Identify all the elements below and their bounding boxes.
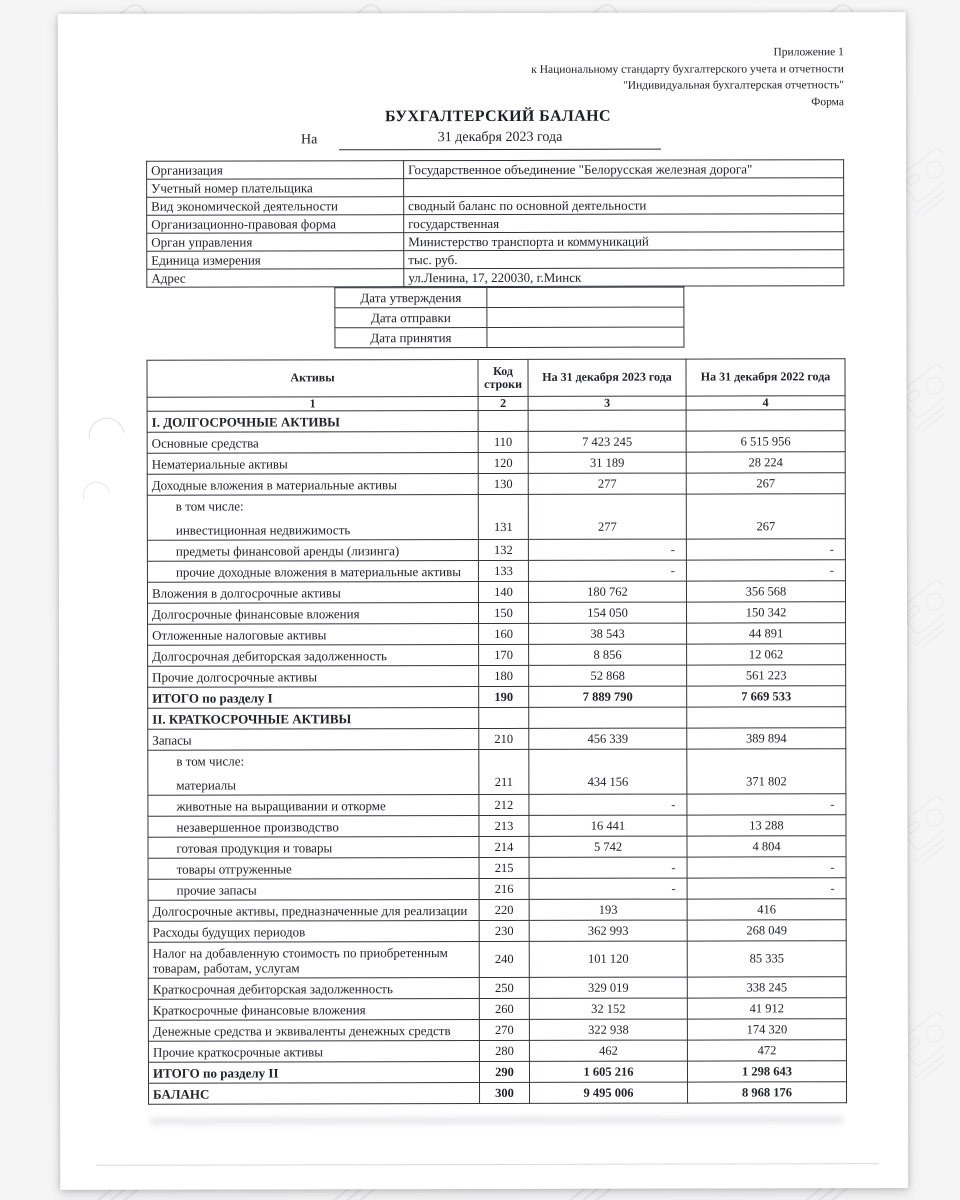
- org-info-row: [147, 232, 844, 251]
- row-label: прочие запасы: [148, 879, 479, 901]
- column-header-2023: На 31 декабря 2023 года: [528, 359, 686, 396]
- row-label: БАЛАНС: [149, 1083, 480, 1105]
- balance-table: [146, 358, 847, 1104]
- row-value: 41 912: [687, 998, 846, 1019]
- balance-row-140: [147, 581, 845, 603]
- org-info-value: Министерство транспорта и коммуникаций: [404, 232, 844, 251]
- column-header-assets: Активы: [147, 360, 478, 398]
- org-info-row: [147, 250, 844, 269]
- row-value: 52 868: [529, 665, 687, 686]
- column-number: 1: [147, 397, 478, 412]
- row-code: 210: [479, 728, 529, 749]
- row-label: Основные средства: [147, 432, 478, 454]
- row-code: 132: [478, 539, 528, 560]
- row-value: 4 804: [687, 836, 846, 857]
- scan-artifact-smudge: [150, 1116, 844, 1124]
- column-header-code: Код строки: [478, 359, 528, 396]
- dates-label: Дата отправки: [335, 307, 487, 327]
- row-value: 16 441: [529, 815, 687, 836]
- row-code: 280: [479, 1040, 529, 1061]
- row-value: 101 120: [529, 941, 687, 977]
- row-label: Краткосрочные финансовые вложения: [148, 999, 479, 1021]
- row-label: Долгосрочные финансовые вложения: [148, 603, 479, 625]
- row-value: -: [529, 794, 687, 815]
- row-value: 1 605 216: [529, 1061, 687, 1082]
- appendix-line: Приложение 1: [773, 46, 844, 59]
- row-code: 160: [479, 623, 529, 644]
- row-value: 371 802: [687, 749, 846, 794]
- row-label: Долгосрочная дебиторская задолженность: [148, 645, 479, 667]
- row-label: Налог на добавленную стоимость по приобретенным товарам, работам, услугам: [148, 942, 479, 979]
- report-date-underline: [339, 130, 661, 151]
- row-value: 180 762: [528, 581, 686, 602]
- row-code: 211: [479, 749, 529, 794]
- org-info-label: Адрес: [147, 269, 404, 288]
- dates-row: [335, 307, 684, 328]
- balance-row-220: [148, 899, 846, 921]
- row-value: -: [687, 857, 846, 878]
- column-header-2022: На 31 декабря 2022 года: [686, 359, 845, 396]
- column-number: 3: [528, 396, 686, 410]
- org-info-row: [147, 214, 844, 233]
- appendix-line: к Национальному стандарту бухгалтерского учета и отчетности: [531, 62, 844, 76]
- dates-value: [487, 307, 684, 327]
- row-value: 267: [686, 473, 845, 494]
- row-value: 456 339: [529, 728, 687, 749]
- balance-row-280: [148, 1040, 846, 1062]
- dates-body: [335, 287, 684, 348]
- balance-row-160: [148, 623, 846, 645]
- row-value: 8 968 176: [688, 1082, 847, 1103]
- row-code: 260: [479, 998, 529, 1019]
- row-label: в том числе: инвестиционная недвижимость: [147, 495, 478, 541]
- balance-row-290: [148, 1061, 846, 1083]
- row-code: 220: [479, 899, 529, 920]
- row-code: 120: [478, 452, 528, 473]
- appendix-line: Форма: [811, 95, 844, 108]
- row-value: [687, 707, 846, 728]
- row-value: 38 543: [529, 623, 687, 644]
- row-value: 9 495 006: [530, 1082, 688, 1103]
- balance-row-190: [148, 686, 846, 708]
- balance-row-110: [147, 431, 845, 453]
- org-info-row: [147, 160, 844, 179]
- row-label: готовая продукция и товары: [148, 837, 479, 859]
- row-value: -: [686, 539, 845, 560]
- row-value: -: [528, 539, 686, 560]
- row-label: Расходы будущих периодов: [148, 921, 479, 943]
- org-info-table: [146, 159, 844, 287]
- report-date-line: [58, 129, 906, 153]
- row-value: [529, 707, 687, 728]
- row-value: 7 423 245: [528, 431, 686, 452]
- document-title: БУХГАЛТЕРСКИЙ БАЛАНС: [384, 107, 611, 126]
- row-value: 154 050: [529, 602, 687, 623]
- scan-artifact-arc: [82, 411, 132, 461]
- row-value: 338 245: [687, 977, 846, 998]
- row-value: -: [687, 878, 846, 899]
- balance-row-120: [147, 452, 845, 474]
- org-info-value: [404, 178, 844, 197]
- report-date: 31 декабря 2023 года: [437, 129, 563, 146]
- row-value: -: [529, 878, 687, 899]
- row-code: 290: [479, 1061, 529, 1082]
- balance-row-212: [148, 794, 846, 816]
- row-value: 44 891: [687, 623, 846, 644]
- dates-table: [334, 287, 684, 349]
- row-value: 85 335: [687, 941, 846, 977]
- org-info-label: Организация: [147, 161, 404, 180]
- row-value: [528, 410, 686, 431]
- row-code: 215: [479, 857, 529, 878]
- balance-table-body: [147, 410, 846, 1104]
- row-value: 7 669 533: [687, 686, 846, 707]
- appendix-note: [531, 44, 844, 111]
- row-code: [479, 707, 529, 728]
- balance-row-150: [148, 602, 846, 624]
- row-value: 31 189: [528, 452, 686, 473]
- balance-row-211: [148, 749, 846, 795]
- row-label: Вложения в долгосрочные активы: [147, 582, 478, 604]
- appendix-line: "Индивидуальная бухгалтерская отчетность": [623, 79, 844, 92]
- balance-row-132: [147, 539, 845, 561]
- row-value: 268 049: [687, 920, 846, 941]
- row-label: Нематериальные активы: [147, 453, 478, 475]
- row-value: 277: [528, 494, 686, 539]
- row-value: 329 019: [529, 977, 687, 998]
- row-code: 212: [479, 794, 529, 815]
- dates-value: [487, 327, 684, 347]
- row-value: 472: [687, 1040, 846, 1061]
- section-header-row: [147, 410, 845, 432]
- row-code: 213: [479, 815, 529, 836]
- balance-row-240: [148, 941, 846, 978]
- row-value: -: [687, 794, 846, 815]
- row-value: 462: [529, 1040, 687, 1061]
- row-label: предметы финансовой аренды (лизинга): [147, 540, 478, 562]
- org-info-row: [147, 178, 844, 197]
- row-label: Краткосрочная дебиторская задолженность: [148, 978, 479, 1000]
- row-value: 28 224: [686, 452, 845, 473]
- balance-row-131: [147, 494, 845, 540]
- row-value: -: [528, 560, 686, 581]
- row-value: 362 993: [529, 920, 687, 941]
- dates-label: Дата принятия: [335, 327, 487, 347]
- org-info-label: Организационно-правовая форма: [147, 215, 404, 234]
- balance-row-170: [148, 644, 846, 666]
- balance-row-210: [148, 728, 846, 750]
- row-label: Доходные вложения в материальные активы: [147, 474, 478, 496]
- row-label: ИТОГО по разделу I: [148, 687, 479, 709]
- row-value: 1 298 643: [687, 1061, 846, 1082]
- row-code: 190: [479, 686, 529, 707]
- column-numbering-row: [147, 396, 845, 411]
- dates-value: [487, 287, 684, 307]
- row-value: 5 742: [529, 836, 687, 857]
- row-label: Долгосрочные активы, предназначенные для реализации: [148, 900, 479, 922]
- row-value: [686, 410, 845, 431]
- row-code: 131: [478, 494, 528, 539]
- row-value: 174 320: [687, 1019, 846, 1040]
- balance-row-215: [148, 857, 846, 879]
- org-info-label: Учетный номер плательщика: [147, 179, 404, 198]
- row-code: 110: [478, 431, 528, 452]
- row-code: 150: [479, 602, 529, 623]
- scan-artifact-arc: [78, 477, 116, 515]
- dates-label: Дата утверждения: [335, 287, 487, 307]
- row-value: 193: [529, 899, 687, 920]
- dates-row: [335, 327, 684, 348]
- row-label: Прочие краткосрочные активы: [148, 1041, 479, 1063]
- balance-row-260: [148, 998, 846, 1020]
- org-info-label: Вид экономической деятельности: [147, 197, 404, 216]
- row-value: -: [529, 857, 687, 878]
- row-label: прочие доходные вложения в материальные активы: [147, 561, 478, 583]
- row-value: 8 856: [529, 644, 687, 665]
- balance-row-216: [148, 878, 846, 900]
- balance-row-250: [148, 977, 846, 999]
- row-code: 214: [479, 836, 529, 857]
- row-code: 300: [480, 1082, 530, 1103]
- org-info-value: государственная: [404, 214, 844, 233]
- balance-row-133: [147, 560, 845, 582]
- balance-row-130: [147, 473, 845, 495]
- dates-row: [335, 287, 684, 308]
- org-info-value: Государственное объединение "Белорусская железная дорога": [404, 160, 844, 179]
- row-value: -: [686, 560, 845, 581]
- row-code: 230: [479, 920, 529, 941]
- org-info-value: тыс. руб.: [404, 250, 844, 269]
- row-label: II. КРАТКОСРОЧНЫЕ АКТИВЫ: [148, 708, 479, 730]
- row-label: в том числе: материалы: [148, 750, 479, 796]
- org-info-value: ул.Ленина, 17, 220030, г.Минск: [404, 268, 844, 287]
- row-value: 434 156: [529, 749, 687, 794]
- org-info-label: Орган управления: [147, 233, 404, 252]
- row-value: 7 889 790: [529, 686, 687, 707]
- row-value: 32 152: [529, 998, 687, 1019]
- row-value: 389 894: [687, 728, 846, 749]
- balance-row-180: [148, 665, 846, 687]
- row-label: незавершенное производство: [148, 816, 479, 838]
- section-header-row: [148, 707, 846, 729]
- row-value: 150 342: [687, 602, 846, 623]
- row-code: 133: [478, 560, 528, 581]
- row-label: ИТОГО по разделу II: [148, 1062, 479, 1084]
- document-page: [58, 12, 908, 1190]
- row-code: 140: [478, 581, 528, 602]
- row-value: 322 938: [529, 1019, 687, 1040]
- balance-row-213: [148, 815, 846, 837]
- row-code: 130: [478, 473, 528, 494]
- row-value: 416: [687, 899, 846, 920]
- row-value: 267: [686, 494, 845, 539]
- row-value: 6 515 956: [686, 431, 845, 452]
- column-number: 4: [686, 396, 845, 410]
- row-value: 561 223: [687, 665, 846, 686]
- balance-header-row: [147, 359, 845, 397]
- balance-row-230: [148, 920, 846, 942]
- org-info-label: Единица измерения: [147, 251, 404, 270]
- row-label: I. ДОЛГОСРОЧНЫЕ АКТИВЫ: [147, 411, 478, 433]
- balance-row-300: [149, 1082, 847, 1104]
- row-code: 170: [479, 644, 529, 665]
- row-value: 277: [528, 473, 686, 494]
- org-info-row: [147, 268, 844, 287]
- org-info-row: [147, 196, 844, 215]
- row-value: 12 062: [687, 644, 846, 665]
- row-label: Отложенные налоговые активы: [148, 624, 479, 646]
- row-label: товары отгруженные: [148, 858, 479, 880]
- column-number: 2: [478, 396, 528, 410]
- date-prefix: На: [301, 132, 318, 148]
- row-label: Прочие долгосрочные активы: [148, 666, 479, 688]
- row-code: [478, 410, 528, 431]
- balance-row-214: [148, 836, 846, 858]
- row-code: 216: [479, 878, 529, 899]
- row-code: 180: [479, 665, 529, 686]
- row-value: 13 288: [687, 815, 846, 836]
- row-code: 250: [479, 977, 529, 998]
- row-label: Запасы: [148, 729, 479, 751]
- row-value: 356 568: [686, 581, 845, 602]
- org-info-body: [147, 160, 844, 287]
- org-info-value: сводный баланс по основной деятельности: [404, 196, 844, 215]
- row-label: Денежные средства и эквиваленты денежных средств: [148, 1020, 479, 1042]
- row-label: животные на выращивании и откорме: [148, 795, 479, 817]
- scan-artifact-line: [96, 1163, 878, 1166]
- row-code: 270: [479, 1019, 529, 1040]
- row-code: 240: [479, 941, 529, 977]
- balance-row-270: [148, 1019, 846, 1041]
